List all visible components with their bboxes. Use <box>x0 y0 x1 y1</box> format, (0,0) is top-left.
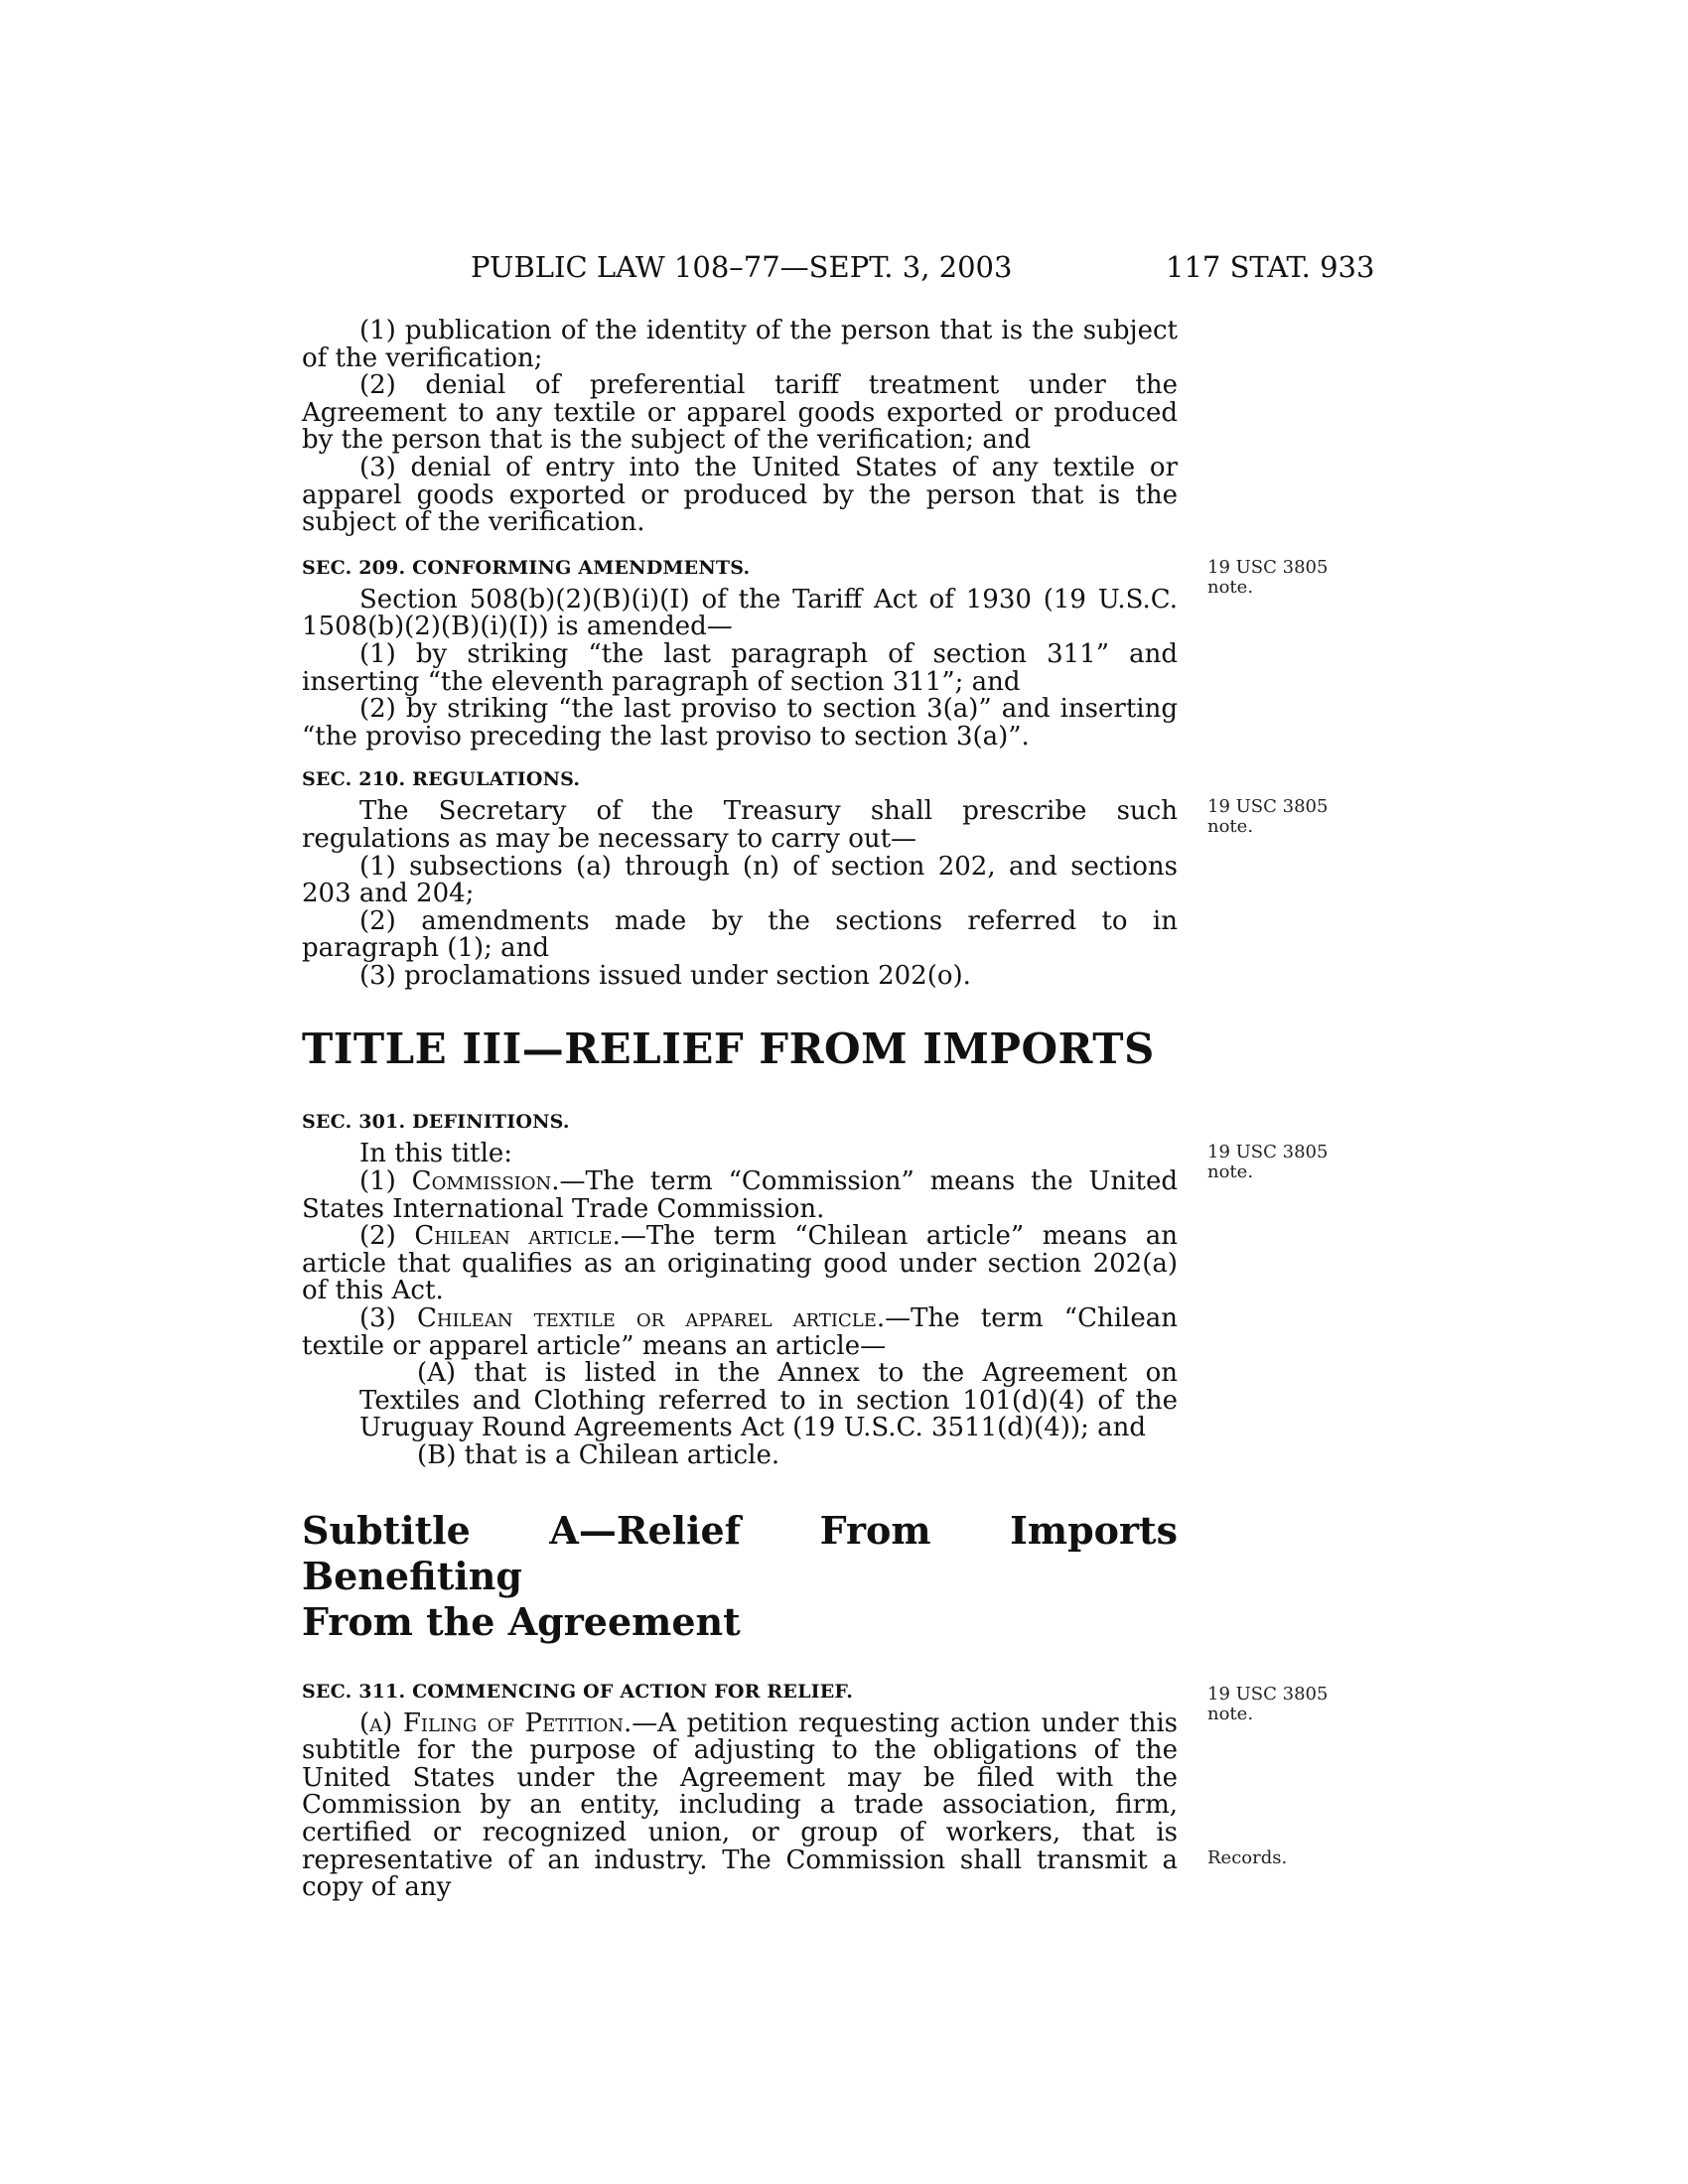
sec-209-heading: SEC. 209. CONFORMING AMENDMENTS. <box>302 556 751 579</box>
sec-210-item-2: (2) amendments made by the sections referred to in paragraph (1); and <box>302 905 1178 964</box>
subtitle-a-line-2: From the Agreement <box>302 1598 741 1644</box>
sec-210-heading: SEC. 210. REGULATIONS. <box>302 768 581 791</box>
sec-311-subsection-a <box>302 1707 1178 1903</box>
def-1-text: —The term “Commission” means the United States International Trade Commission. <box>302 1166 1178 1224</box>
sec-301-def-3-b: (B) that is a Chilean article. <box>417 1440 780 1470</box>
running-head: PUBLIC LAW 108–77—SEPT. 3, 2003 <box>471 250 1013 284</box>
sec-311-heading: SEC. 311. COMMENCING OF ACTION FOR RELIEF. <box>302 1680 854 1703</box>
page-number: 117 STAT. 933 <box>1166 250 1375 284</box>
sec-209-item-1: (1) by striking “the last paragraph of section 311” and inserting “the eleventh paragraph of section 311”; and <box>302 638 1178 697</box>
margin-note-sec209: 19 USC 3805 note. <box>1207 557 1329 598</box>
sec-301-heading: SEC. 301. DEFINITIONS. <box>302 1111 570 1134</box>
margin-note-sec210: 19 USC 3805 note. <box>1207 796 1329 837</box>
body-text <box>302 318 1178 1902</box>
def-2-term: (2) Chilean article. <box>359 1221 621 1252</box>
subtitle-a-line-1: Subtitle A—Relief From Imports Benefiting <box>302 1507 1178 1598</box>
intro-item-2: (2) denial of preferential tariff treatment under the Agreement to any textile or apparel goods exported or produced by the person that is the subject of the verification; and <box>302 370 1178 456</box>
sec-210-lead: The Secretary of the Treasury shall prescribe such regulations as may be necessary to carry out— <box>302 796 1178 854</box>
margin-note-sec311: 19 USC 3805 note. <box>1207 1684 1329 1724</box>
margin-note-records: Records. <box>1207 1847 1288 1868</box>
margin-note-sec301: 19 USC 3805 note. <box>1207 1142 1329 1182</box>
sec-301-def-3-a: (A) that is listed in the Annex to the Agreement on Textiles and Clothing referred to in section 101(d)(4) of the Uruguay Round Agreements Act (19 U.S.C. 3511(d)(4)); and <box>359 1358 1178 1443</box>
def-1-term: (1) Commission. <box>359 1166 560 1197</box>
def-3-term: (3) Chilean textile or apparel article. <box>359 1303 886 1334</box>
sec-209-lead: Section 508(b)(2)(B)(i)(I) of the Tariff Act of 1930 (19 U.S.C. 1508(b)(2)(B)(i)(I)) is amended— <box>302 584 1178 642</box>
sec-210-item-1: (1) subsections (a) through (n) of section 202, and sections 203 and 204; <box>302 851 1178 909</box>
sec-311-a-text: —A petition requesting action under this subtitle for the purpose of adjusting to the obligations of the United States under the Agreement may be filed with the Commission by an entity, including a trade association, firm, certified or recognized union, or group of workers, that is representative of an industry. The Commission shall transmit a copy of any <box>302 1707 1178 1903</box>
title-iii-heading: TITLE III—RELIEF FROM IMPORTS <box>302 1024 1155 1074</box>
intro-item-3: (3) denial of entry into the United States of any textile or apparel goods exported or produced by the person that is the subject of the verification. <box>302 452 1178 538</box>
intro-item-1: (1) publication of the identity of the person that is the subject of the verification; <box>302 316 1178 373</box>
sec-209-item-2: (2) by striking “the last proviso to section 3(a)” and inserting “the proviso preceding the last proviso to section 3(a)”. <box>302 694 1178 751</box>
sec-301-def-3 <box>302 1305 1178 1360</box>
sec-210-item-3: (3) proclamations issued under section 202(o). <box>359 960 971 991</box>
sec-311-a-term: (a) Filing of Petition. <box>359 1707 633 1738</box>
def-2-text: —The term “Chilean article” means an article that qualifies as an originating good under section 202(a) of this Act. <box>302 1221 1178 1306</box>
sec-301-def-2 <box>302 1223 1178 1305</box>
page-header <box>0 250 1688 290</box>
sec-301-def-1 <box>302 1168 1178 1223</box>
sec-301-lead: In this title: <box>359 1139 513 1169</box>
def-3-text: —The term “Chilean textile or apparel article” means an article— <box>302 1303 1178 1361</box>
